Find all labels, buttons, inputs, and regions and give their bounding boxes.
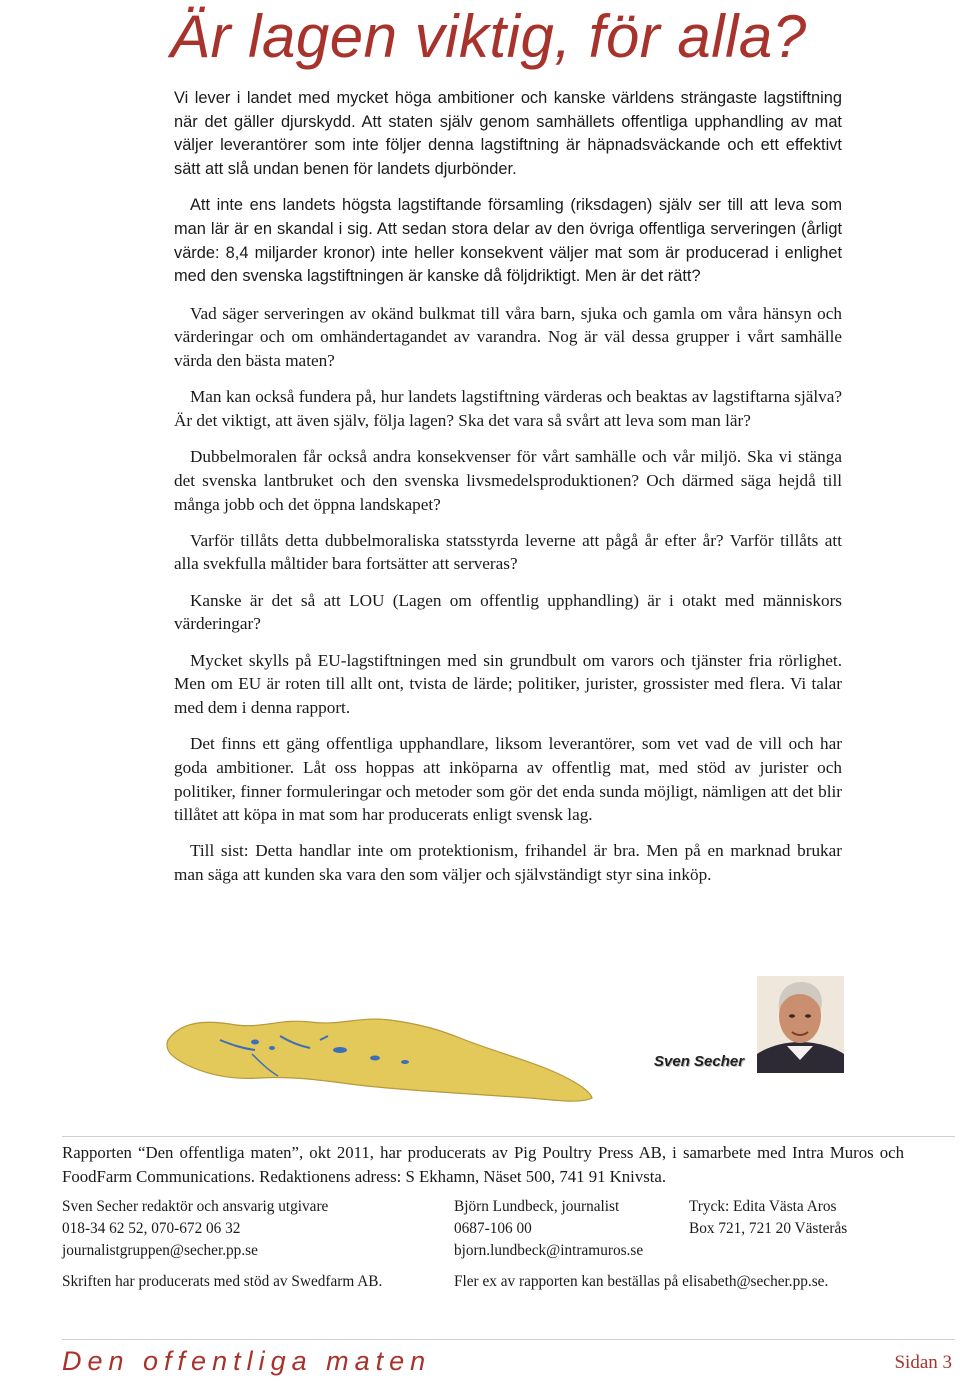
- order-note: Fler ex av rapporten kan beställas på elisabeth@secher.pp.se.: [454, 1273, 829, 1290]
- article-paragraph: Till sist: Detta handlar inte om protektionism, frihandel är bra. Men på en marknad brukar man säga att kunden ska vara den som väljer och självständigt styr sina inköp.: [174, 841, 842, 885]
- article-paragraph: Mycket skylls på EU-lagstiftningen med sin grundbult om varors och tjänster fria rörlighet. Men om EU är roten till allt ont, tvista de lärde; politiker, jurister, grossister med flera. Vi talar med dem i denna rapport.: [174, 650, 842, 717]
- journalist-email[interactable]: bjorn.lundbeck@intramuros.se: [454, 1242, 644, 1259]
- report-info: [62, 1141, 904, 1189]
- article-paragraph: Att inte ens landets högsta lagstiftande församling (riksdagen) själv ser till att leva som man lär är en skandal i sig. Att sedan stora delar av den övriga offentliga serveringen (årligt värde: 8,4 miljarder kronor) inte heller konsekvent väljer mat som är producerad i enlighet med den svenska lagstiftningen är kanske då följdriktigt. Men är det rätt?: [174, 196, 842, 286]
- article-body: [174, 87, 842, 899]
- article-paragraph: Kanske är det så att LOU (Lagen om offentlig upphandling) är i otakt med människors värderingar?: [174, 590, 842, 634]
- colophon-divider: [62, 1136, 955, 1137]
- printer-name: Tryck: Edita Västa Aros: [689, 1198, 837, 1215]
- page-title: Är lagen viktig, för alla?: [170, 3, 807, 70]
- editor-email[interactable]: journalistgruppen@secher.pp.se: [62, 1242, 258, 1259]
- editor-phone: 018-34 62 52, 070-672 06 32: [62, 1220, 241, 1237]
- printer-info: [689, 1196, 847, 1240]
- article-paragraph: Det finns ett gäng offentliga upphandlare, liksom leverantörer, som vet vad de vill och har goda ambitioner. Låt oss hoppas att inköparna av offentlig mat, med stöd av jurister och politiker, finner formuleringar och metoder som gör det enda sunda möjligt, nämligen att det blir tillåtet att köpa in mat som har producerats enligt svensk lag.: [174, 734, 842, 825]
- journalist-role: Björn Lundbeck, journalist: [454, 1198, 620, 1215]
- page-number: Sidan 3: [894, 1352, 952, 1373]
- footer-divider: [62, 1339, 955, 1340]
- article-paragraph: Vi lever i landet med mycket höga ambitioner och kanske världens strängaste lagstiftning när det gäller djurskydd. Att staten själv genom samhällets offentliga upphandling av mat väljer leverantörer som inte följer denna lagstiftning är häpnadsväckande och ett effektivt sätt att slå undan benen för landets djurbönder.: [174, 89, 842, 179]
- article-paragraph: Varför tillåts detta dubbelmoraliska statsstyrda leverne att pågå år efter år? Varför tillåts att alla svekfulla måltider bara fortsätter att serveras?: [174, 530, 842, 574]
- author-portrait: [757, 976, 844, 1073]
- author-signature: Sven Secher: [654, 1053, 745, 1070]
- publication-name: Den offentliga maten: [62, 1346, 432, 1376]
- editor-contact: [62, 1196, 328, 1262]
- sweden-map-illustration: [160, 1000, 600, 1110]
- editor-role: Sven Secher redaktör och ansvarig utgivare: [62, 1198, 329, 1215]
- article-paragraph: Dubbelmoralen får också andra konsekvenser för vårt samhälle och vår miljö. Ska vi stänga det svenska lantbruket och den svenska livsmedelsproduktionen? Och därmed säga hejdå till många jobb och det öppna landskapet?: [174, 447, 842, 514]
- journalist-phone: 0687-106 00: [454, 1220, 532, 1237]
- printer-address: Box 721, 721 20 Västerås: [689, 1220, 848, 1237]
- report-text: Rapporten “Den offentliga maten”, okt 2011, har producerats av Pig Poultry Press AB, i samarbete med Intra Muros och FoodFarm Communications. Redaktionens adress: S Ekhamn, Näset 500, 741 91 Knivsta.: [62, 1143, 904, 1186]
- support-note: Skriften har producerats med stöd av Swedfarm AB.: [62, 1273, 383, 1290]
- article-paragraph: Man kan också fundera på, hur landets lagstiftning värderas och beaktas av lagstiftarna själva? Är det viktigt, att även själv, följa lagen? Ska det vara så svårt att leva som man lär?: [174, 387, 842, 430]
- article-paragraph: Vad säger serveringen av okänd bulkmat till våra barn, sjuka och gamla om våra hänsyn och värderingar och om omhändertagandet av varandra. Nog är väl dessa grupper i vårt samhälle värda den bästa maten?: [174, 303, 842, 371]
- journalist-contact: [454, 1196, 643, 1262]
